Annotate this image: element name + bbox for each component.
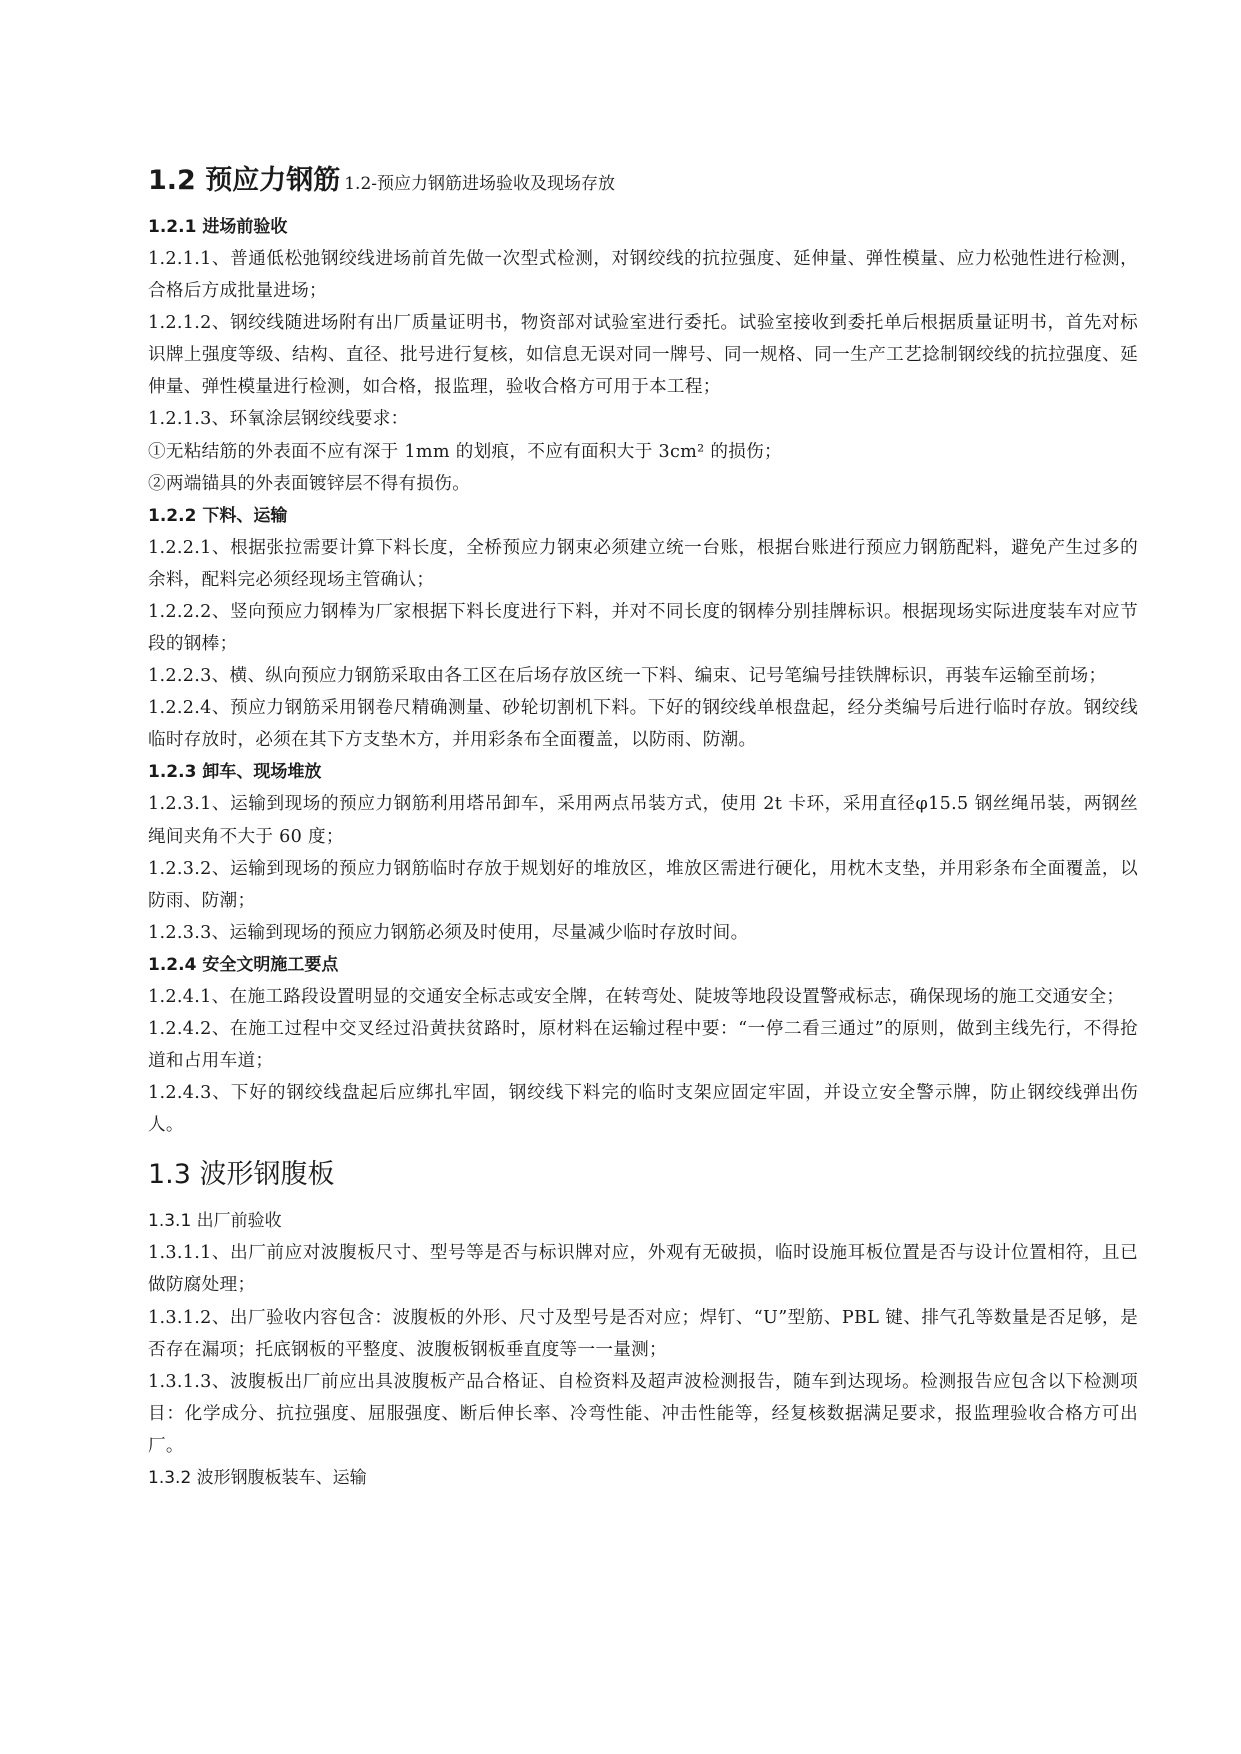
section-1-2-4-title: 1.2.4 安全文明施工要点 — [148, 954, 339, 975]
section-1-2-1-title: 1.2.1 进场前验收 — [148, 217, 288, 237]
paragraph-1-2-1-3-item-2: ②两端锚具的外表面镀锌层不得有损伤。 — [148, 473, 471, 494]
paragraph-1-2-1-1: 1.2.1.1、普通低松弛钢绞线进场前首先做一次型式检测，对钢绞线的抗拉强度、延伸量、弹性模量、应力松弛性进行检测，合格后方成批量进场； — [148, 249, 1138, 302]
paragraph-1-2-2-3: 1.2.2.3、横、纵向预应力钢筋采取由各工区在后场存放区统一下料、编束、记号笔编号挂铁牌标识，再装车运输至前场； — [148, 666, 1107, 687]
paragraph-1-2-3-1: 1.2.3.1、运输到现场的预应力钢筋利用塔吊卸车，采用两点吊装方式，使用 2t 卡环，采用直径φ15.5 钢丝绳吊装，两钢丝绳间夹角不大于 60 度； — [148, 794, 1138, 847]
section-1-2-subtitle: 1.2-预应力钢筋进场验收及现场存放 — [344, 174, 616, 194]
paragraph-1-3-1-3: 1.3.1.3、波腹板出厂前应出具波腹板产品合格证、自检资料及超声波检测报告，随车到达现场。检测报告应包含以下检测项目：化学成分、抗拉强度、屈服强度、断后伸长率、冷弯性能、冲击性能等，经复核数据满足要求，报监理验收合格方可出厂。 — [148, 1371, 1138, 1456]
paragraph-1-2-3-2: 1.2.3.2、运输到现场的预应力钢筋临时存放于规划好的堆放区，堆放区需进行硬化，用枕木支垫，并用彩条布全面覆盖，以防雨、防潮； — [148, 858, 1138, 911]
section-1-2-3-title: 1.2.3 卸车、现场堆放 — [148, 762, 322, 783]
section-1-2-title: 1.2 预应力钢筋 — [148, 165, 341, 196]
paragraph-1-3-1-1: 1.3.1.1、出厂前应对波腹板尺寸、型号等是否与标识牌对应，外观有无破损，临时设施耳板位置是否与设计位置相符，且已做防腐处理； — [148, 1243, 1138, 1296]
section-1-2-heading — [148, 160, 1138, 205]
paragraph-1-2-4-1: 1.2.4.1、在施工路段设置明显的交通安全标志或安全牌，在转弯处、陡坡等地段设置警戒标志，确保现场的施工交通安全； — [148, 986, 1125, 1007]
paragraph-1-2-2-2: 1.2.2.2、竖向预应力钢棒为厂家根据下料长度进行下料，并对不同长度的钢棒分别挂牌标识。根据现场实际进度装车对应节段的钢棒； — [148, 601, 1138, 655]
section-1-2-2-title: 1.2.2 下料、运输 — [148, 505, 288, 526]
paragraph-1-3-1-2: 1.3.1.2、出厂验收内容包含：波腹板的外形、尺寸及型号是否对应；焊钉、“U”型筋、PBL 键、排气孔等数量是否足够，是否存在漏项；托底钢板的平整度、波腹板钢板垂直度等一一量测； — [148, 1307, 1138, 1360]
section-1-3-heading: 1.3 波形钢腹板 — [148, 1159, 335, 1191]
paragraph-1-2-1-3-item-1: ①无粘结筋的外表面不应有深于 1mm 的划痕，不应有面积大于 3cm² 的损伤； — [148, 441, 782, 462]
section-1-3-1-title: 1.3.1 出厂前验收 — [148, 1211, 282, 1232]
paragraph-1-2-4-2: 1.2.4.2、在施工过程中交叉经过沿黄扶贫路时，原材料在运输过程中要：“一停二看三通过”的原则，做到主线先行，不得抢道和占用车道； — [148, 1018, 1138, 1072]
paragraph-1-2-4-3: 1.2.4.3、下好的钢绞线盘起后应绑扎牢固，钢绞线下料完的临时支架应固定牢固，并设立安全警示牌，防止钢绞线弹出伤人。 — [148, 1083, 1138, 1136]
document-page — [148, 160, 1138, 1494]
paragraph-1-2-2-4: 1.2.2.4、预应力钢筋采用钢卷尺精确测量、砂轮切割机下料。下好的钢绞线单根盘起，经分类编号后进行临时存放。钢绞线临时存放时，必须在其下方支垫木方，并用彩条布全面覆盖，以防雨、防潮。 — [148, 698, 1138, 751]
paragraph-1-2-3-3: 1.2.3.3、运输到现场的预应力钢筋必须及时使用，尽量减少临时存放时间。 — [148, 922, 749, 943]
paragraph-1-2-1-3: 1.2.1.3、环氧涂层钢绞线要求： — [148, 409, 409, 430]
section-1-3-2-title: 1.3.2 波形钢腹板装车、运输 — [148, 1468, 367, 1488]
paragraph-1-2-2-1: 1.2.2.1、根据张拉需要计算下料长度，全桥预应力钢束必须建立统一台账，根据台账进行预应力钢筋配料，避免产生过多的余料，配料完必须经现场主管确认； — [148, 537, 1138, 590]
paragraph-1-2-1-2: 1.2.1.2、钢绞线随进场附有出厂质量证明书，物资部对试验室进行委托。试验室接收到委托单后根据质量证明书，首先对标识牌上强度等级、结构、直径、批号进行复核，如信息无误对同一牌号、同一规格、同一生产工艺捻制钢绞线的抗拉强度、延伸量、弹性模量进行检测，如合格，报监理，验收合格方可用于本工程； — [148, 313, 1138, 398]
